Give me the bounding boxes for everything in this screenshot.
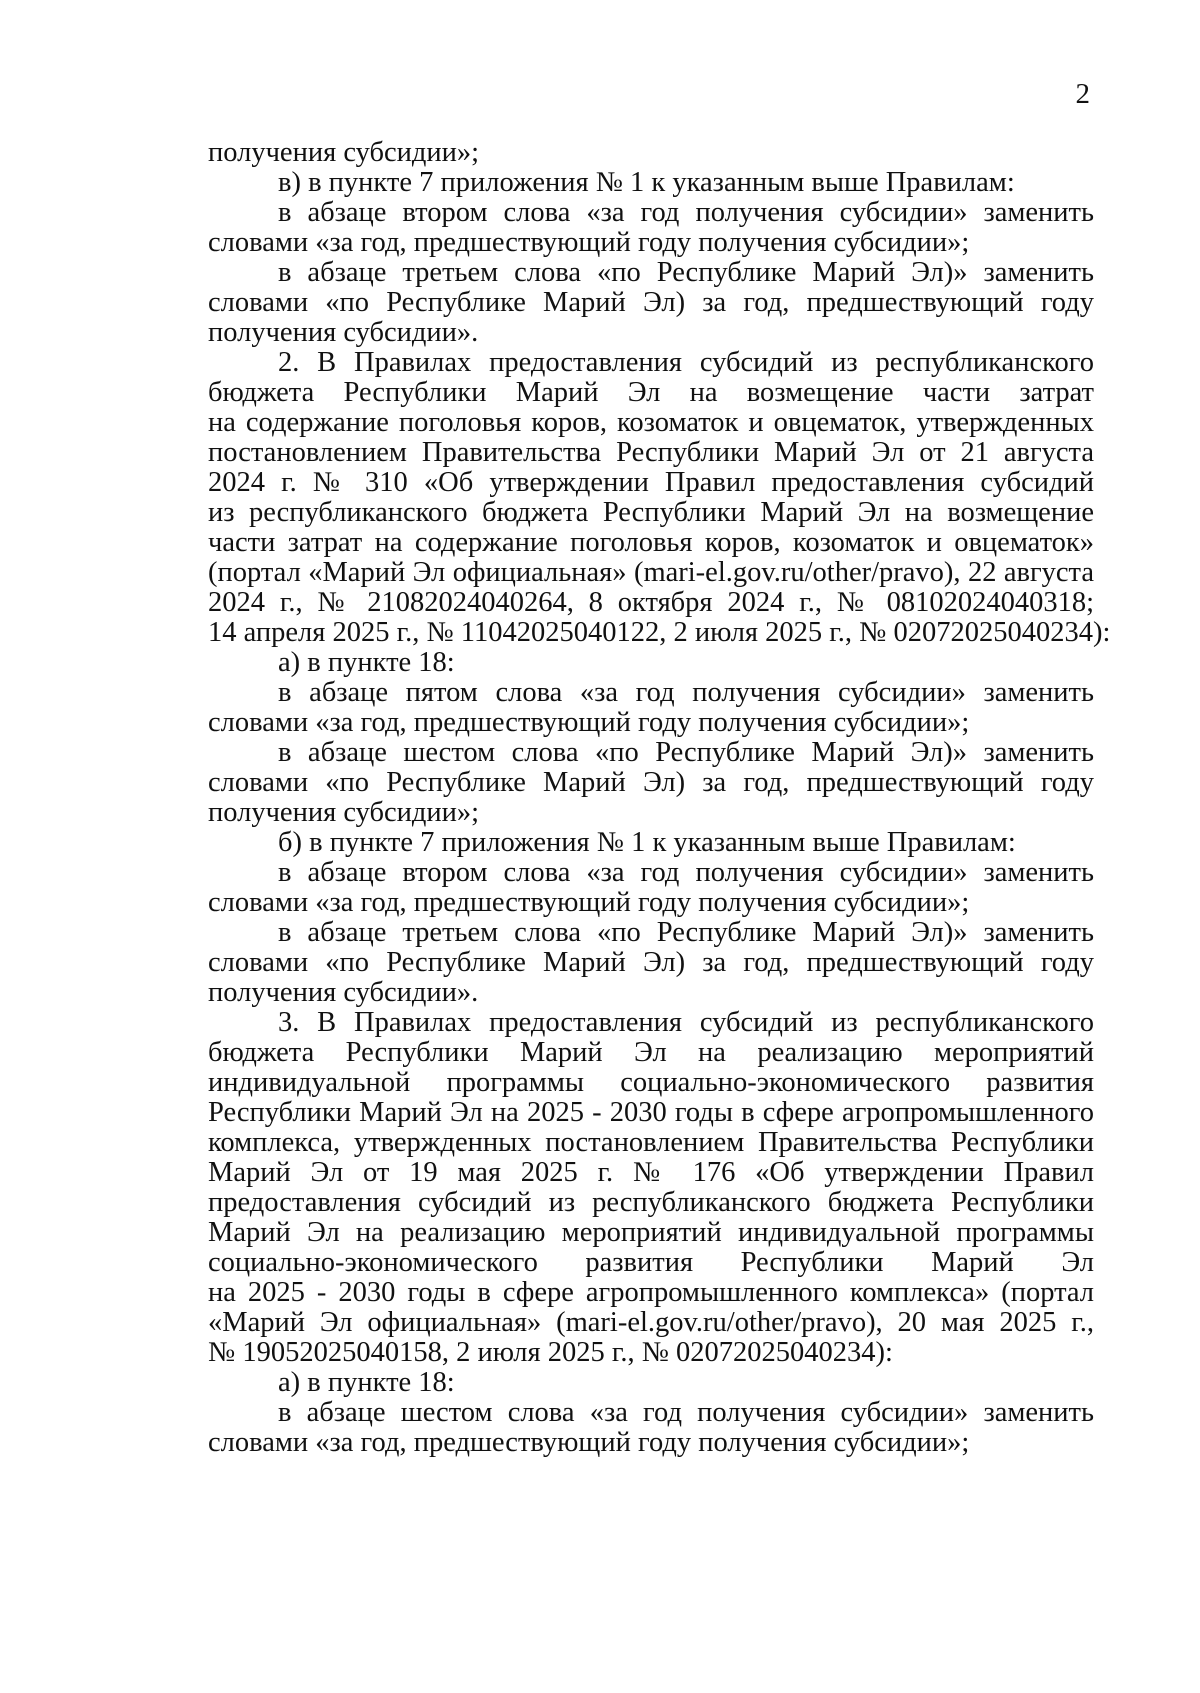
text-line: из республиканского бюджета Республики Марий Эл на возмещение xyxy=(208,497,1094,528)
text-line: в) в пункте 7 приложения № 1 к указанным выше Правилам: xyxy=(278,167,1015,198)
text-line: получения субсидии». xyxy=(208,977,479,1008)
text-line: 14 апреля 2025 г., № 11042025040122, 2 июля 2025 г., № 02072025040234): xyxy=(208,617,1111,648)
text-line: получения субсидии»; xyxy=(208,137,480,168)
text-line: «Марий Эл официальная» (mari-el.gov.ru/other/pravo), 20 мая 2025 г., xyxy=(208,1307,1094,1338)
text-line: бюджета Республики Марий Эл на реализацию мероприятий xyxy=(208,1037,1094,1068)
text-line: 3. В Правилах предоставления субсидий из республиканского xyxy=(278,1007,1094,1038)
text-line: получения субсидии»; xyxy=(208,797,480,828)
text-line: социально-экономического развития Республики Марий Эл xyxy=(208,1247,1094,1278)
text-line: предоставления субсидий из республиканского бюджета Республики xyxy=(208,1187,1094,1218)
page-number: 2 xyxy=(1075,78,1090,110)
text-line: словами «по Республике Марий Эл) за год, предшествующий году xyxy=(208,767,1094,798)
text-line: Республики Марий Эл на 2025 - 2030 годы в сфере агропромышленного xyxy=(208,1097,1094,1128)
text-line: комплекса, утвержденных постановлением Правительства Республики xyxy=(208,1127,1094,1158)
text-line: в абзаце втором слова «за год получения субсидии» заменить xyxy=(278,197,1094,228)
text-line: словами «за год, предшествующий году получения субсидии»; xyxy=(208,227,970,258)
text-line: словами «по Республике Марий Эл) за год, предшествующий году xyxy=(208,287,1094,318)
text-line: № 19052025040158, 2 июля 2025 г., № 02072025040234): xyxy=(208,1337,893,1368)
text-line: получения субсидии». xyxy=(208,317,479,348)
text-line: словами «за год, предшествующий году получения субсидии»; xyxy=(208,707,970,738)
text-line: в абзаце шестом слова «по Республике Марий Эл)» заменить xyxy=(278,737,1094,768)
text-line: словами «по Республике Марий Эл) за год, предшествующий году xyxy=(208,947,1094,978)
text-line: Марий Эл от 19 мая 2025 г. № 176 «Об утверждении Правил xyxy=(208,1157,1094,1188)
text-line: на содержание поголовья коров, козоматок и овцематок, утвержденных xyxy=(208,407,1094,438)
text-line: в абзаце третьем слова «по Республике Марий Эл)» заменить xyxy=(278,257,1094,288)
text-line: 2. В Правилах предоставления субсидий из республиканского xyxy=(278,347,1094,378)
text-line: б) в пункте 7 приложения № 1 к указанным выше Правилам: xyxy=(278,827,1016,858)
text-line: а) в пункте 18: xyxy=(278,1367,455,1398)
text-line: индивидуальной программы социально-экономического развития xyxy=(208,1067,1094,1098)
text-line: словами «за год, предшествующий году получения субсидии»; xyxy=(208,1427,970,1458)
text-line: (портал «Марий Эл официальная» (mari-el.gov.ru/other/pravo), 22 августа xyxy=(208,557,1094,588)
text-line: постановлением Правительства Республики Марий Эл от 21 августа xyxy=(208,437,1094,468)
text-line: бюджета Республики Марий Эл на возмещение части затрат xyxy=(208,377,1094,408)
text-line: на 2025 - 2030 годы в сфере агропромышленного комплекса» (портал xyxy=(208,1277,1094,1308)
text-line: 2024 г., № 21082024040264, 8 октября 2024 г., № 08102024040318; xyxy=(208,587,1094,618)
text-line: а) в пункте 18: xyxy=(278,647,455,678)
text-line: Марий Эл на реализацию мероприятий индивидуальной программы xyxy=(208,1217,1094,1248)
text-line: в абзаце пятом слова «за год получения субсидии» заменить xyxy=(278,677,1094,708)
text-line: в абзаце третьем слова «по Республике Марий Эл)» заменить xyxy=(278,917,1094,948)
text-line: в абзаце втором слова «за год получения субсидии» заменить xyxy=(278,857,1094,888)
text-line: словами «за год, предшествующий году получения субсидии»; xyxy=(208,887,970,918)
text-line: части затрат на содержание поголовья коров, козоматок и овцематок» xyxy=(208,527,1094,558)
text-line: 2024 г. № 310 «Об утверждении Правил предоставления субсидий xyxy=(208,467,1094,498)
text-line: в абзаце шестом слова «за год получения субсидии» заменить xyxy=(278,1397,1094,1428)
